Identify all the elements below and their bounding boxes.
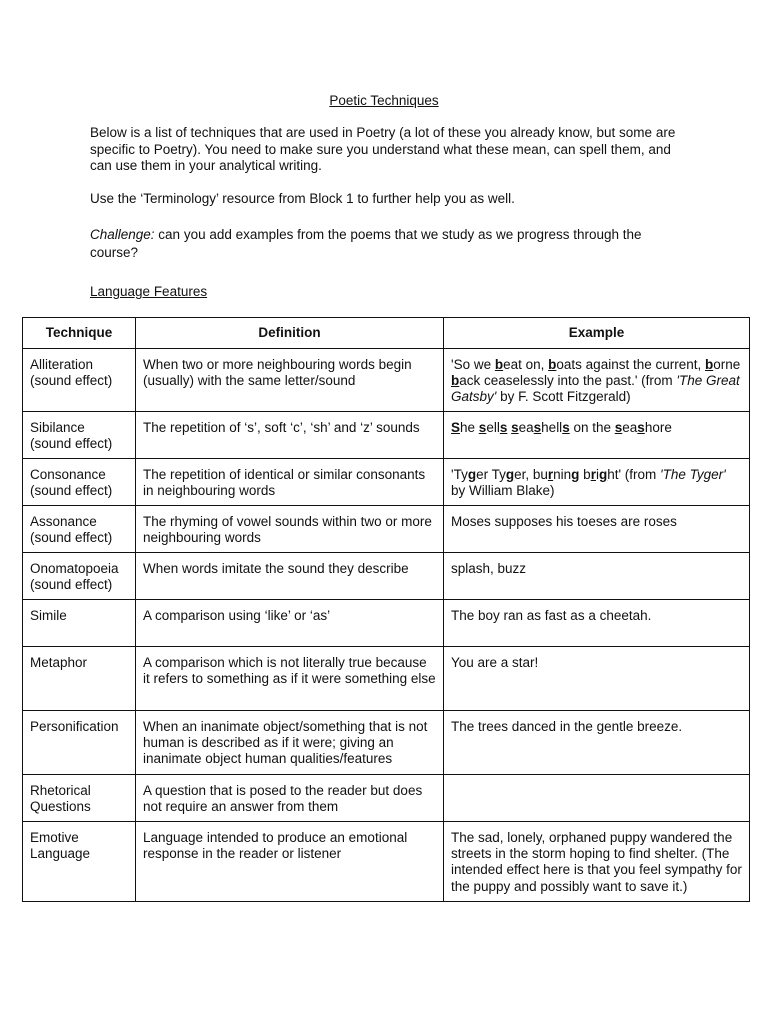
technique-cell: Simile: [23, 600, 136, 647]
emphasized-letter: g: [467, 467, 477, 482]
definition-cell: A question that is posed to the reader but does not require an answer from them: [136, 775, 444, 822]
example-cell: [444, 600, 750, 647]
example-cell: [444, 822, 750, 902]
emphasized-letter: s: [562, 420, 570, 435]
emphasized-letter: g: [505, 467, 515, 482]
technique-cell: Sibilance (sound effect): [23, 412, 136, 459]
emphasized-letter: b: [451, 373, 460, 389]
example-text: 'So we: [451, 357, 495, 372]
intro-paragraph: Below is a list of techniques that are used in Poetry (a lot of these you already know, but some are specific to Poetry). You need to make sure you understand what these mean, can spell them, and can use them in your analytical writing.: [90, 125, 676, 173]
table-row: [23, 349, 750, 412]
emphasized-letter: b: [494, 357, 504, 372]
example-text: You are a star!: [451, 655, 539, 670]
example-text: ht' (from: [607, 467, 661, 482]
techniques-table: [22, 317, 750, 902]
emphasized-letter: b: [548, 357, 557, 372]
challenge-label: Challenge:: [90, 227, 155, 242]
definition-cell: The repetition of identical or similar consonants in neighbouring words: [136, 459, 444, 506]
header-example: Example: [444, 318, 750, 349]
section-heading: Language Features: [90, 284, 208, 299]
definition-cell: A comparison which is not literally true because it refers to something as if it were something else: [136, 647, 444, 711]
example-text: hell: [541, 420, 563, 435]
example-text: by William Blake): [451, 483, 555, 499]
table-row: [23, 647, 750, 711]
terminology-note: Use the ‘Terminology’ resource from Block 1 to further help you as well.: [90, 191, 515, 206]
emphasized-letter: S: [451, 420, 461, 435]
example-text: by F. Scott Fitzgerald): [496, 389, 631, 405]
definition-cell: The rhyming of vowel sounds within two or more neighbouring words: [136, 506, 444, 553]
example-text: orne: [713, 357, 741, 372]
emphasized-letter: r: [590, 467, 596, 482]
example-cell: [444, 349, 750, 412]
emphasized-letter: s: [533, 420, 542, 435]
example-text: ell: [486, 420, 500, 435]
example-text: eat on,: [503, 357, 549, 372]
technique-cell: Rhetorical Questions: [23, 775, 136, 822]
example-cell: [444, 553, 750, 600]
example-text: ack ceaselessly into the past.' (from: [459, 373, 677, 389]
header-technique: Technique: [23, 318, 136, 349]
technique-cell: Emotive Language: [23, 822, 136, 902]
technique-cell: Metaphor: [23, 647, 136, 711]
definition-cell: When two or more neighbouring words begin (usually) with the same letter/sound: [136, 349, 444, 412]
table-row: [23, 775, 750, 822]
technique-cell: Onomatopoeia (sound effect): [23, 553, 136, 600]
example-text: 'Ty: [451, 467, 468, 482]
example-text: he: [460, 420, 479, 435]
example-cell: [444, 459, 750, 506]
example-cell: [444, 506, 750, 553]
definition-cell: A comparison using ‘like’ or ‘as’: [136, 600, 444, 647]
table-row: [23, 553, 750, 600]
definition-cell: When an inanimate object/something that is not human is described as if it were; giving an inanimate object human qualities/features: [136, 711, 444, 775]
example-text: oats against the current,: [556, 357, 705, 372]
source-title: 'The Tyger': [660, 467, 726, 482]
challenge-paragraph: [90, 226, 680, 262]
example-text: er, bu: [514, 467, 548, 482]
definition-cell: The repetition of ‘s’, soft ‘c’, ‘sh’ and ‘z’ sounds: [136, 412, 444, 459]
table-row: [23, 822, 750, 902]
technique-cell: Personification: [23, 711, 136, 775]
emphasized-letter: s: [478, 420, 487, 435]
emphasized-letter: s: [511, 420, 519, 435]
example-text: hore: [644, 420, 672, 435]
example-text: b: [579, 467, 591, 482]
example-cell: [444, 412, 750, 459]
table-row: [23, 711, 750, 775]
technique-cell: Consonance (sound effect): [23, 459, 136, 506]
example-cell: [444, 775, 750, 822]
emphasized-letter: g: [598, 467, 608, 482]
example-text: ea: [622, 420, 638, 435]
emphasized-letter: s: [637, 420, 645, 435]
example-text: er Ty: [476, 467, 506, 482]
table-row: [23, 600, 750, 647]
challenge-text: can you add examples from the poems that we study as we progress through the course?: [90, 227, 642, 260]
example-text: i: [595, 467, 599, 482]
example-text: The trees danced in the gentle breeze.: [451, 719, 683, 734]
example-text: Moses supposes his toeses are roses: [451, 514, 677, 529]
example-text: The boy ran as fast as a cheetah.: [451, 608, 652, 623]
example-text: splash, buzz: [451, 561, 527, 576]
header-definition: Definition: [136, 318, 444, 349]
page-title: Poetic Techniques: [329, 93, 439, 108]
emphasized-letter: b: [705, 357, 714, 372]
emphasized-letter: s: [614, 420, 623, 435]
table-row: [23, 412, 750, 459]
example-text: nin: [553, 467, 572, 482]
example-text: ea: [518, 420, 534, 435]
definition-cell: When words imitate the sound they describe: [136, 553, 444, 600]
example-cell: [444, 647, 750, 711]
example-text: The sad, lonely, orphaned puppy wandered the streets in the storm hoping to find shelter. (The intended effect here is that you feel sympathy for the puppy and possibly want to save it.): [451, 830, 742, 894]
technique-cell: Alliteration (sound effect): [23, 349, 136, 412]
example-cell: [444, 711, 750, 775]
table-row: [23, 506, 750, 553]
table-body: [23, 349, 750, 902]
table-row: [23, 459, 750, 506]
table-header-row: [23, 318, 750, 349]
definition-cell: Language intended to produce an emotional response in the reader or listener: [136, 822, 444, 902]
technique-cell: Assonance (sound effect): [23, 506, 136, 553]
emphasized-letter: r: [547, 467, 554, 482]
source-title: 'The Great Gatsby': [451, 373, 740, 405]
emphasized-letter: g: [571, 467, 580, 482]
emphasized-letter: s: [499, 420, 508, 435]
example-text: on the: [569, 420, 615, 435]
